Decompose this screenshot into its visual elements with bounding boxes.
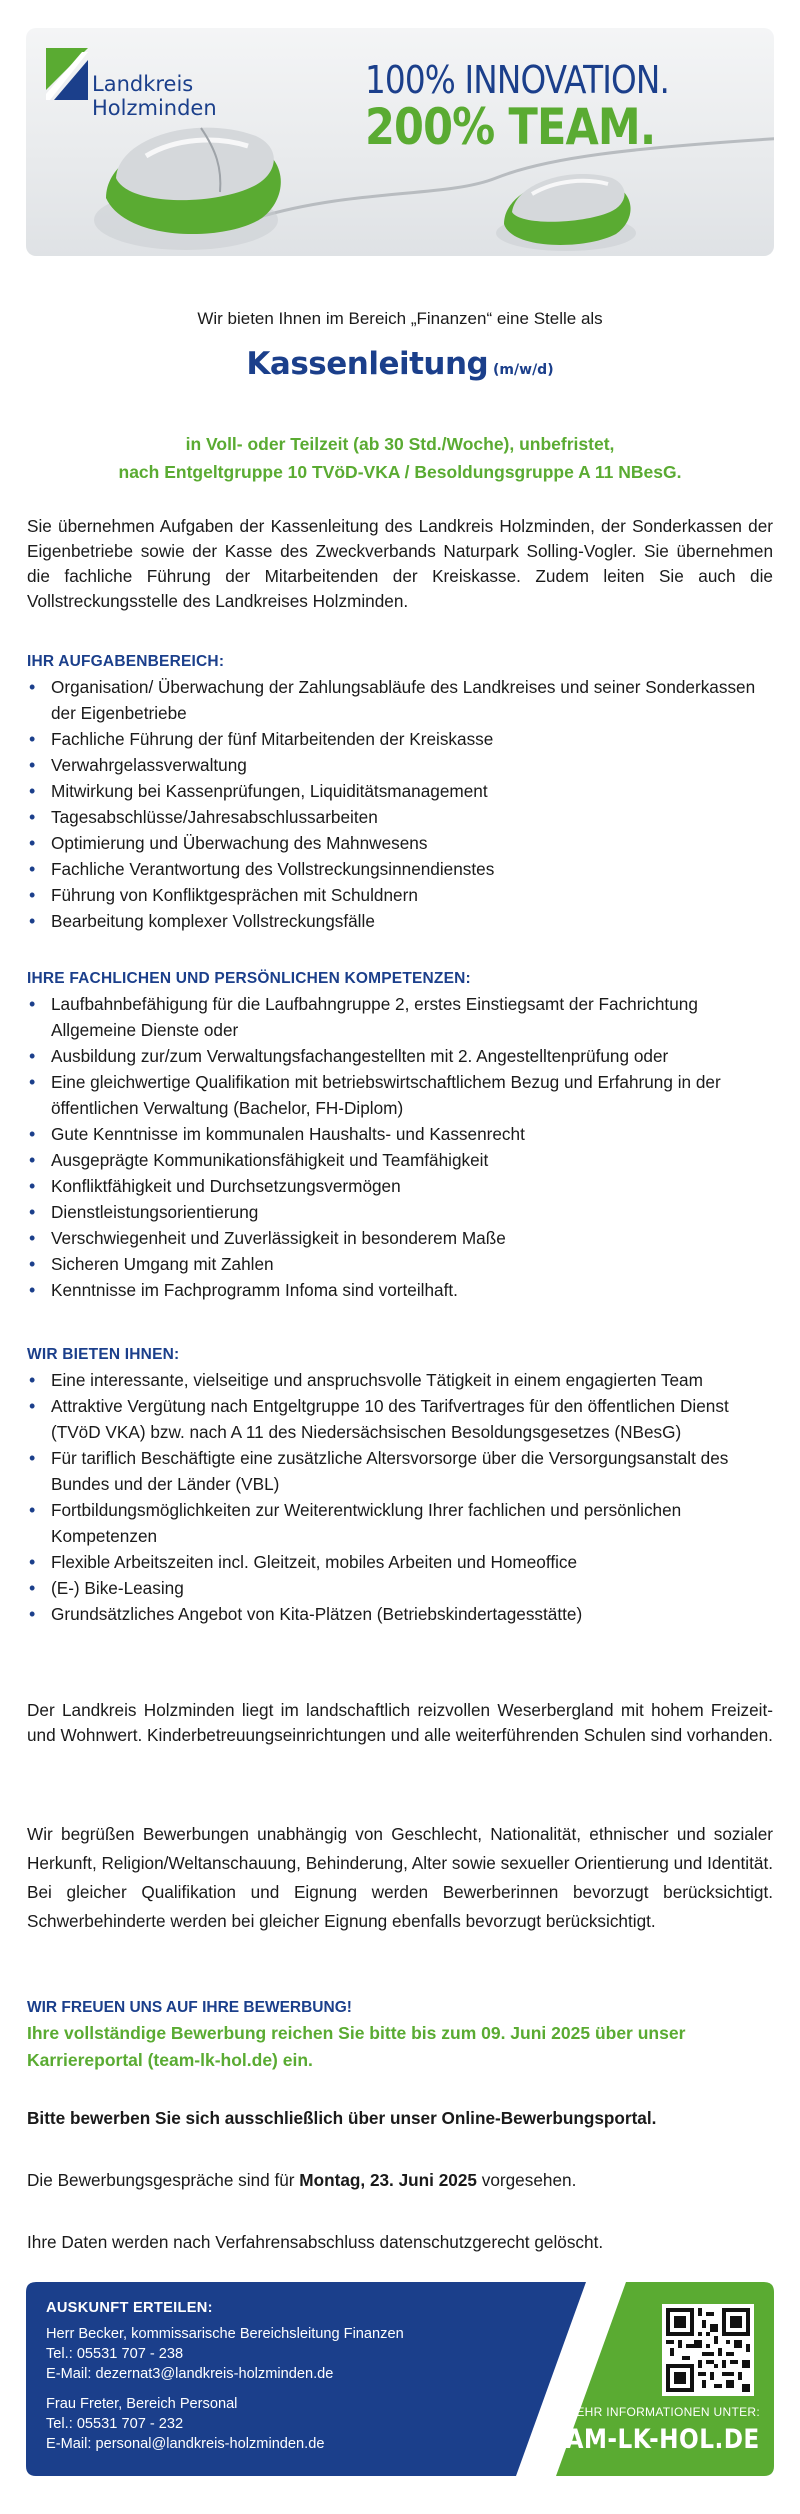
- offer-heading: WIR BIETEN IHNEN:: [27, 1346, 180, 1363]
- list-item: • (E-) Bike-Leasing: [27, 1575, 773, 1601]
- intro-text: Wir bieten Ihnen im Bereich „Finanzen“ eine Stelle als: [197, 309, 603, 328]
- contact-heading: AUSKUNFT ERTEILEN:: [46, 2300, 213, 2316]
- list-item: • Fachliche Verantwortung des Vollstreckungsinnendienstes: [27, 856, 773, 882]
- conditions-line-2: nach Entgeltgruppe 10 TVöD-VKA / Besoldungsgruppe A 11 NBesG.: [118, 462, 682, 482]
- list-item: • Mitwirkung bei Kassenprüfungen, Liquiditätsmanagement: [27, 778, 773, 804]
- contact-becker: [46, 2324, 404, 2384]
- contact-name: Frau Freter, Bereich Personal: [46, 2396, 238, 2412]
- interview-notice: [27, 2168, 773, 2193]
- list-item: • Sicheren Umgang mit Zahlen: [27, 1251, 773, 1277]
- tasks-section: [27, 650, 773, 934]
- job-title: Kassenleitung: [246, 346, 489, 382]
- list-item: • Fortbildungsmöglichkeiten zur Weiterentwicklung Ihrer fachlichen und persönlichen Kompetenzen: [27, 1497, 773, 1549]
- list-item: • Grundsätzliches Angebot von Kita-Plätzen (Betriebskindertagesstätte): [27, 1601, 773, 1627]
- job-description: Sie übernehmen Aufgaben der Kassenleitung des Landkreis Holzminden, der Sonderkassen der Eigenbetriebe sowie der Kasse des Zweckverbands Naturpark Solling-Vogler. Sie übernehmen die fachliche Führung der Mitarbeitenden der Kreiskasse. Zudem leiten Sie auch die Vollstreckungsstelle des Landkreises Holzminden.: [27, 516, 773, 611]
- list-item: • Ausbildung zur/zum Verwaltungsfachangestellten mit 2. Angestelltenprüfung oder: [27, 1043, 773, 1069]
- skills-section: [27, 967, 773, 1303]
- list-item: • Ausgeprägte Kommunikationsfähigkeit und Teamfähigkeit: [27, 1147, 773, 1173]
- list-item: • Kenntnisse im Fachprogramm Infoma sind vorteilhaft.: [27, 1277, 773, 1303]
- contact-name: Herr Becker, kommissarische Bereichsleitung Finanzen: [46, 2326, 404, 2342]
- list-item: • Verschwiegenheit und Zuverlässigkeit in besonderem Maße: [27, 1225, 773, 1251]
- contact-phone[interactable]: Tel.: 05531 707 - 238: [46, 2346, 184, 2362]
- application-deadline-line-1: Ihre vollständige Bewerbung reichen Sie bitte bis zum 09. Juni 2025 über unser: [27, 2023, 686, 2043]
- contact-email[interactable]: E-Mail: personal@landkreis-holzminden.de: [46, 2436, 325, 2452]
- list-item: • Für tariflich Beschäftigte eine zusätzliche Altersvorsorge über die Versorgungsanstalt des Bundes und der Länder (VBL): [27, 1445, 773, 1497]
- list-item: • Fachliche Führung der fünf Mitarbeitenden der Kreiskasse: [27, 726, 773, 752]
- contact-phone[interactable]: Tel.: 05531 707 - 232: [46, 2416, 184, 2432]
- list-item: • Flexible Arbeitszeiten incl. Gleitzeit, mobiles Arbeiten und Homeoffice: [27, 1549, 773, 1575]
- list-item: • Organisation/ Überwachung der Zahlungsabläufe des Landkreises und seiner Sonderkassen der Eigenbetriebe: [27, 674, 773, 726]
- interview-date: Montag, 23. Juni 2025: [299, 2170, 477, 2190]
- slogan: [365, 58, 718, 156]
- list-item: • Bearbeitung komplexer Vollstreckungsfälle: [27, 908, 773, 934]
- list-item: • Führung von Konfliktgesprächen mit Schuldnern: [27, 882, 773, 908]
- application-deadline-line-2: Karriereportal (team-lk-hol.de) ein.: [27, 2050, 313, 2070]
- conditions-line-1: in Voll- oder Teilzeit (ab 30 Std./Woche), unbefristet,: [185, 434, 615, 454]
- slogan-line-1: 100% INNOVATION.: [364, 58, 669, 102]
- list-item: • Attraktive Vergütung nach Entgeltgruppe 10 des Tarifvertrages für den öffentlichen Dienst (TVöD VKA) bzw. nach A 11 des Niedersächsischen Besoldungsgesetzes (NBesG): [27, 1393, 773, 1445]
- interview-suffix: vorgesehen.: [476, 2170, 577, 2190]
- logo-text: [92, 72, 217, 120]
- slogan-line-2: 200% TEAM.: [364, 98, 655, 156]
- contact-email[interactable]: E-Mail: dezernat3@landkreis-holzminden.de: [46, 2366, 334, 2382]
- tasks-heading: IHR AUFGABENBEREICH:: [27, 653, 225, 670]
- online-only-notice: Bitte bewerben Sie sich ausschließlich über unser Online-Bewerbungsportal.: [27, 2108, 657, 2128]
- logo-mark-icon: [44, 46, 90, 102]
- contact-footer: [26, 2282, 774, 2476]
- skills-heading: IHRE FACHLICHEN UND PERSÖNLICHEN KOMPETENZEN:: [27, 970, 471, 987]
- job-conditions: [27, 430, 773, 486]
- website-link[interactable]: TEAM-LK-HOL.DE: [533, 2424, 760, 2455]
- skills-list: [27, 991, 773, 1303]
- diversity-text: Wir begrüßen Bewerbungen unabhängig von Geschlecht, Nationalität, ethnischer und sozialer Herkunft, Religion/Weltanschauung, Behinderung, Alter sowie sexueller Orientierung und Identität. Bei gleicher Qualifikation und Eignung werden Bewerberinnen bevorzugt berücksichtigt. Schwerbehinderte werden bei gleicher Eignung ebenfalls bevorzugt berücksichtigt.: [27, 1824, 773, 1931]
- list-item: • Optimierung und Überwachung des Mahnwesens: [27, 830, 773, 856]
- region-text: Der Landkreis Holzminden liegt im landschaftlich reizvollen Weserbergland mit hohem Freizeit- und Wohnwert. Kinderbetreuungseinrichtungen und alle weiterführenden Schulen sind vorhanden.: [27, 1700, 773, 1745]
- tasks-list: [27, 674, 773, 934]
- list-item: • Gute Kenntnisse im kommunalen Haushalts- und Kassenrecht: [27, 1121, 773, 1147]
- list-item: • Konfliktfähigkeit und Durchsetzungsvermögen: [27, 1173, 773, 1199]
- more-info-label: MEHR INFORMATIONEN UNTER:: [566, 2405, 760, 2419]
- qr-code[interactable]: [662, 2304, 754, 2396]
- header-banner: [26, 28, 774, 256]
- job-title-line: [27, 346, 773, 383]
- offer-list: [27, 1367, 773, 1627]
- list-item: • Eine gleichwertige Qualifikation mit betriebswirtschaftlichem Bezug und Erfahrung in der öffentlichen Verwaltung (Bachelor, FH-Diplom): [27, 1069, 773, 1121]
- offer-section: [27, 1343, 773, 1627]
- qr-code-icon: [666, 2308, 750, 2392]
- list-item: • Tagesabschlüsse/Jahresabschlussarbeiten: [27, 804, 773, 830]
- logo-line-1: Landkreis: [92, 72, 194, 96]
- privacy-notice: Ihre Daten werden nach Verfahrensabschluss datenschutzgerecht gelöscht.: [27, 2232, 604, 2252]
- logo-line-2: Holzminden: [92, 96, 217, 120]
- list-item: • Verwahrgelassverwaltung: [27, 752, 773, 778]
- list-item: • Eine interessante, vielseitige und anspruchsvolle Tätigkeit in einem engagierten Team: [27, 1367, 773, 1393]
- list-item: • Dienstleistungsorientierung: [27, 1199, 773, 1225]
- contact-info: [46, 2298, 404, 2464]
- contact-freter: [46, 2394, 404, 2454]
- application-callout: [27, 1996, 773, 2074]
- application-heading: WIR FREUEN UNS AUF IHRE BEWERBUNG!: [27, 1999, 352, 2016]
- interview-prefix: Die Bewerbungsgespräche sind für: [27, 2170, 300, 2190]
- landkreis-logo: [44, 46, 217, 126]
- job-title-suffix: (m/w/d): [493, 362, 554, 378]
- list-item: • Laufbahnbefähigung für die Laufbahngruppe 2, erstes Einstiegsamt der Fachrichtung Allgemeine Dienste oder: [27, 991, 773, 1043]
